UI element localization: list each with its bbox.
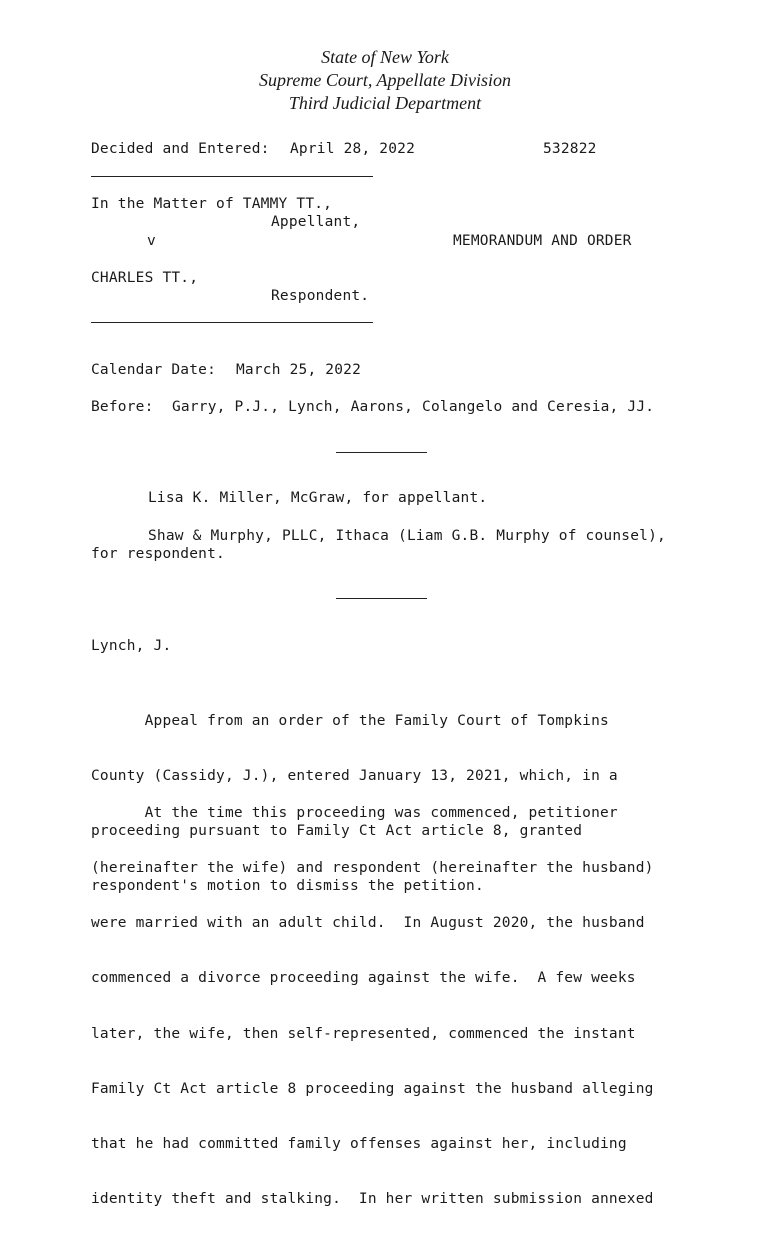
matter-line: In the Matter of TAMMY TT., [91,196,333,212]
court-header [0,46,770,115]
paragraph-line: Appeal from an order of the Family Court of Tompkins [91,712,609,729]
caption-bottom-rule [91,322,373,323]
opinion-paragraph-2 [91,767,654,1246]
paragraph-line: were married with an adult child. In August 2020, the husband [91,915,645,932]
appellant-role: Appellant, [271,214,361,230]
paragraph-line: proceeding pursuant to Family Ct Act article 8, granted [91,823,583,840]
section-divider [336,598,427,599]
paragraph-line: Family Ct Act article 8 proceeding against the husband alleging [91,1080,654,1097]
appellant-counsel: Lisa K. Miller, McGraw, for appellant. [148,490,488,506]
calendar-date: March 25, 2022 [236,362,362,378]
paragraph-line: At the time this proceeding was commenced, petitioner [91,804,618,821]
paragraph-line: later, the wife, then self-represented, commenced the instant [91,1025,636,1042]
state-name: State of New York [321,47,449,67]
paragraph-line: County (Cassidy, J.), entered January 13, 2021, which, in a [91,768,618,785]
respondent-counsel-line1: Shaw & Murphy, PLLC, Ithaca (Liam G.B. Murphy of counsel), [148,528,666,544]
paragraph-line: respondent's motion to dismiss the petition. [91,878,484,895]
respondent-role: Respondent. [271,288,370,304]
court-name: Supreme Court, Appellate Division [259,70,511,90]
opinion-author: Lynch, J. [91,638,172,654]
caption-top-rule [91,176,373,177]
calendar-label: Calendar Date: [91,362,217,378]
order-type: MEMORANDUM AND ORDER [453,233,632,249]
paragraph-line: that he had committed family offenses against her, including [91,1136,627,1153]
paragraph-line: commenced a divorce proceeding against the wife. A few weeks [91,970,636,987]
decided-label: Decided and Entered: [91,141,270,157]
respondent-name: CHARLES TT., [91,270,199,286]
justices-list: Garry, P.J., Lynch, Aarons, Colangelo and Ceresia, JJ. [172,399,655,415]
department-name: Third Judicial Department [288,93,482,113]
respondent-counsel-line2: for respondent. [91,546,225,562]
before-label: Before: [91,399,154,415]
decided-date: April 28, 2022 [290,141,416,157]
paragraph-line: (hereinafter the wife) and respondent (hereinafter the husband) [91,860,654,877]
docket-number: 532822 [543,141,597,157]
section-divider [336,452,427,453]
paragraph-line: identity theft and stalking. In her written submission annexed [91,1191,654,1208]
versus-label: v [147,233,156,249]
